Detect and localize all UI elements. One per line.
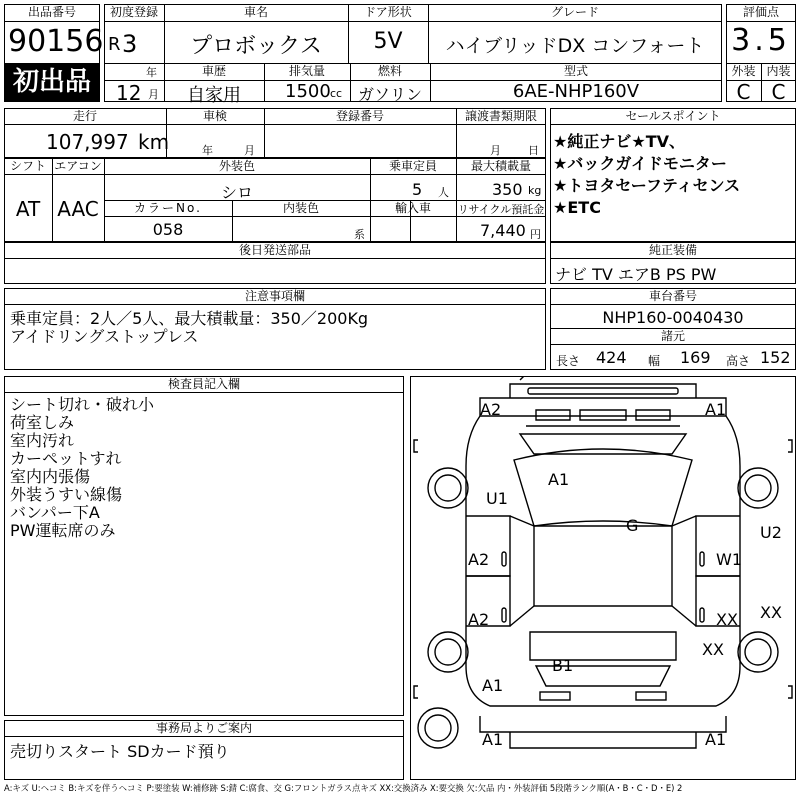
model-label: 型式 (563, 64, 588, 78)
inspector-line: 室内汚れ (10, 431, 75, 450)
damage-mark: B1 (552, 656, 574, 675)
aircon-value: AAC (57, 197, 99, 221)
load-unit: kg (528, 184, 542, 197)
length-value: 424 (596, 348, 627, 367)
door-type: 5V (373, 29, 403, 54)
equipment-label: 純正装備 (648, 243, 697, 257)
model-value: 6AE-NHP160V (512, 81, 640, 102)
inspection-month-unit: 月 (244, 144, 255, 157)
ext-score: C (736, 80, 751, 104)
note-line: アイドリングストップレス (10, 327, 199, 346)
sales-point: ★バックガイドモニター (553, 154, 727, 173)
damage-mark: G (626, 516, 639, 535)
first-reg-label: 初度登録 (109, 5, 158, 19)
history-label: 車歴 (201, 64, 226, 78)
first-listing-badge: 初出品 (5, 64, 99, 101)
sales-points-label: セールスポイント (625, 109, 721, 123)
damage-mark: A1 (482, 676, 504, 695)
sales-point: ★ETC (553, 198, 601, 217)
damage-mark: U2 (760, 523, 782, 542)
color-value: シロ (220, 183, 253, 202)
inspector-line: 室内内張傷 (10, 467, 91, 486)
chassis-value: NHP160-0040430 (602, 308, 744, 327)
inspector-line: PW運転席のみ (10, 521, 116, 540)
score-value: 3.5 (731, 23, 791, 58)
ext-label: 外装 (731, 64, 756, 78)
first-reg-month: 12 (116, 81, 142, 105)
chassis-label: 車台番号 (648, 289, 697, 303)
length-label: 長さ (556, 354, 581, 368)
aircon-label: エアコン (54, 159, 102, 173)
grade-label: グレード (550, 5, 599, 19)
car-name-label: 車名 (243, 5, 268, 19)
damage-mark: A2 (468, 550, 490, 569)
capacity-label: 乗車定員 (388, 159, 437, 173)
legend: A:キズ U:ヘコミ B:キズを伴うヘコミ P:要塗装 W:補修跡 S:錆 C:腐食、交 G:フロントガラス点キズ XX:交換済み X:要交換 欠:欠品 内・外装評価 5段階ランク順(A・B・C・D・E) 2 (4, 783, 683, 793)
color-label: 外装色 (218, 159, 255, 173)
inspector-line: シート切れ・破れ小 (10, 395, 155, 414)
car-name: プロボックス (190, 34, 322, 59)
shift-value: AT (15, 197, 41, 221)
damage-mark: A1 (705, 400, 727, 419)
mileage-label: 走行 (72, 109, 97, 123)
inspection-year-unit: 年 (202, 144, 213, 157)
width-value: 169 (680, 348, 711, 367)
first-reg-year: 3 (122, 30, 138, 58)
damage-mark: A2 (480, 400, 502, 419)
first-reg-month-unit: 月 (148, 88, 159, 101)
inspector-line: 荷室しみ (10, 413, 75, 432)
first-reg-era: R (108, 34, 121, 55)
damage-mark: A2 (468, 610, 490, 629)
import-label: 輸入車 (394, 201, 431, 215)
notes-list (10, 310, 368, 346)
office-label: 事務局よりご案内 (155, 721, 252, 735)
notes-label: 注意事項欄 (244, 289, 305, 303)
note-line: 乗車定員：2人／5人、最大積載量：350／200Kg (10, 309, 369, 328)
grade: ハイブリッドDX コンフォート (445, 35, 705, 57)
recycle-unit: 円 (530, 228, 541, 241)
color-code: 058 (152, 220, 184, 239)
capacity-unit: 人 (438, 186, 449, 199)
recycle-value: 7,440 (480, 221, 526, 240)
lot-label: 出品番号 (27, 5, 76, 19)
capacity-value: 5 (412, 180, 423, 199)
height-value: 152 (760, 348, 791, 367)
int-score: C (771, 80, 786, 104)
transfer-day-unit: 日 (528, 144, 539, 157)
damage-mark: A1 (705, 730, 727, 749)
color-code-label: カラーNo. (134, 201, 202, 215)
interior-color-unit: 系 (354, 228, 365, 241)
damage-mark: XX (702, 640, 724, 659)
shift-label: シフト (9, 159, 46, 173)
fuel-value: ガソリン (357, 85, 422, 104)
score-label: 評価点 (742, 5, 779, 19)
cc-label: 排気量 (288, 64, 325, 78)
dims-label: 諸元 (660, 329, 685, 343)
damage-mark: A1 (548, 470, 570, 489)
load-value: 350 (492, 180, 523, 199)
office-text: 売切りスタート SDカード預り (10, 742, 230, 761)
cc-unit: cc (330, 87, 343, 100)
width-label: 幅 (648, 354, 661, 368)
damage-mark: U1 (486, 489, 508, 508)
inspector-list (10, 396, 154, 540)
damage-mark: W1 (716, 550, 742, 569)
cc-value: 1500 (285, 81, 331, 102)
sales-points-list (553, 131, 740, 219)
interior-color-label: 内装色 (282, 201, 319, 215)
load-label: 最大積載量 (470, 159, 531, 173)
damage-mark: A1 (482, 730, 504, 749)
damage-mark: XX (760, 603, 782, 622)
transfer-label: 譲渡書類期限 (464, 109, 537, 123)
inspector-line: 外装うすい線傷 (10, 485, 123, 504)
int-label: 内装 (766, 64, 791, 78)
equipment-value: ナビ TV エアB PS PW (555, 265, 717, 284)
inspector-line: カーペットすれ (10, 449, 122, 468)
inspector-line: バンパー下A (10, 503, 100, 522)
history-value: 自家用 (187, 85, 241, 106)
mileage-value: 107,997 (46, 130, 129, 154)
inspector-label: 検査員記入欄 (167, 377, 240, 391)
later-parts-label: 後日発送部品 (238, 243, 311, 257)
lot-number: 90156 (8, 24, 104, 59)
mileage-unit: km (138, 130, 170, 154)
door-label: ドア形状 (364, 5, 412, 19)
plate-label: 登録番号 (335, 109, 384, 123)
car-diagram (410, 376, 796, 780)
fuel-label: 燃料 (377, 64, 402, 78)
first-reg-year-unit: 年 (146, 66, 157, 79)
transfer-month-unit: 月 (490, 144, 501, 157)
recycle-label: リサイクル預託金 (457, 203, 545, 216)
inspection-label: 車検 (202, 109, 227, 123)
height-label: 高さ (726, 354, 751, 368)
sales-point: ★純正ナビ★TV、 (553, 132, 685, 151)
sales-point: ★トヨタセーフティセンス (553, 176, 741, 195)
damage-mark: XX (716, 610, 738, 629)
